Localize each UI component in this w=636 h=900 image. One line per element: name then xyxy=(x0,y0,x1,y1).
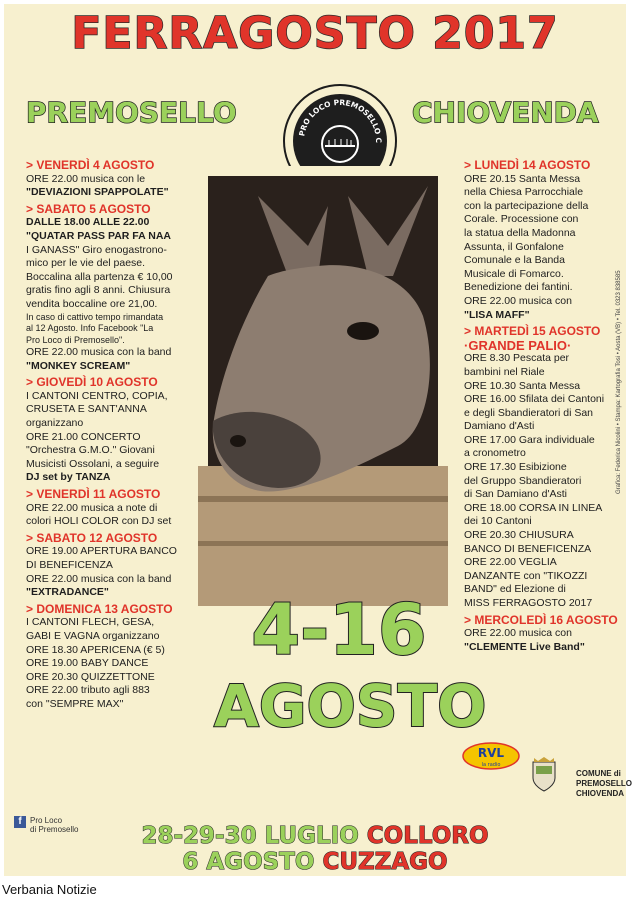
event-line: ORE 22.00 musica a note di xyxy=(26,501,158,514)
event-line: ORE 20.30 CHIUSURA xyxy=(464,529,574,542)
comune-label xyxy=(576,769,636,799)
event-line: I GANASS" Giro enogastrono- xyxy=(26,243,167,256)
event-line: I CANTONI CENTRO, COPIA, xyxy=(26,389,168,402)
day-heading: > LUNEDÌ 14 AGOSTO xyxy=(464,159,624,173)
event-line: Assunta, il Gonfalone xyxy=(464,240,564,253)
facebook-icon: f xyxy=(14,816,26,828)
day-heading: > VENERDÌ 4 AGOSTO xyxy=(26,159,204,173)
event-line: DANZANTE con "TIKOZZI xyxy=(464,569,588,582)
poster xyxy=(4,4,633,876)
event-line: ORE 22.00 tributo agli 883 xyxy=(26,684,150,697)
event-line: del Gruppo Sbandieratori xyxy=(464,474,582,487)
event-line: al 12 Agosto. Info Facebook "La xyxy=(26,323,154,334)
big-dates xyxy=(214,589,487,744)
right-schedule xyxy=(464,156,624,654)
rvl-radio-logo xyxy=(462,742,520,770)
event-line: ORE 18.30 APERICENA (€ 5) xyxy=(26,643,165,656)
footer-place-1: COLLORO xyxy=(366,823,489,849)
event-line: ORE 21.00 CONCERTO xyxy=(26,430,141,443)
event-line: BANCO DI BENEFICENZA xyxy=(464,542,592,555)
comune-line-2: PREMOSELLO xyxy=(576,779,633,788)
event-line: ORE 17.30 Esibizione xyxy=(464,461,567,474)
donkey-photo xyxy=(198,166,448,606)
event-line: ORE 22.00 musica con la band xyxy=(26,572,172,585)
comune-line-1: COMUNE di xyxy=(576,769,621,778)
event-line: GABI E VAGNA organizzano xyxy=(26,629,160,642)
event-line: Musicale di Fomarco. xyxy=(464,267,564,280)
day-heading: > SABATO 5 AGOSTO xyxy=(26,203,204,217)
event-line: ORE 19.00 BABY DANCE xyxy=(26,657,149,670)
event-line: e degli Sbandieratori di San xyxy=(464,406,594,419)
event-line: ORE 22.00 musica con le xyxy=(26,172,146,185)
footer-dates-1: 28-29-30 LUGLIO xyxy=(141,823,359,849)
event-line: dei 10 Cantoni xyxy=(464,515,532,528)
big-dates-range: 4-16 xyxy=(251,589,427,671)
event-line: con la partecipazione della xyxy=(464,199,589,212)
event-line: "LISA MAFF" xyxy=(464,308,530,321)
event-line: organizzano xyxy=(26,417,84,429)
rvl-logo-text: RVL xyxy=(477,746,505,760)
event-line: Damiano d'Asti xyxy=(464,420,535,433)
event-line: ORE 10.30 Santa Messa xyxy=(464,379,581,392)
event-line: con "SEMPRE MAX" xyxy=(26,697,124,710)
event-line: "QUATAR PASS PAR FA NAA xyxy=(26,229,171,242)
event-line: "Orchestra G.M.O." Giovani xyxy=(26,444,155,457)
event-line: ORE 19.00 APERTURA BANCO xyxy=(26,545,177,558)
event-line: ORE 17.00 Gara individuale xyxy=(464,433,595,446)
event-line: di San Damiano d'Asti xyxy=(464,488,567,501)
event-line: la statua della Madonna xyxy=(464,226,576,239)
footer-place-2: CUZZAGO xyxy=(322,849,448,875)
left-schedule xyxy=(26,156,204,711)
day-heading: > DOMENICA 13 AGOSTO xyxy=(26,603,204,617)
event-line: ORE 22.00 VEGLIA xyxy=(464,556,557,569)
event-line: vendita boccaline ore 21,00. xyxy=(26,297,158,310)
event-line: BAND" ed Elezione di xyxy=(464,583,566,596)
event-line: CRUSETA E SANT'ANNA xyxy=(26,403,147,416)
footer-dates-2: 6 AGOSTO xyxy=(182,849,315,875)
event-line: ORE 22.00 musica con xyxy=(464,627,572,640)
footer-line-2 xyxy=(4,848,626,876)
event-line: Pro Loco di Premosello". xyxy=(26,334,125,345)
comune-line-3: CHIOVENDA xyxy=(576,789,625,798)
event-line: ORE 22.00 musica con xyxy=(464,294,572,307)
event-line: a cronometro xyxy=(464,447,526,460)
event-line: Corale. Processione con xyxy=(464,213,579,226)
day-heading: > MARTEDÌ 15 AGOSTO xyxy=(464,325,624,339)
footer-line-1 xyxy=(4,822,626,850)
event-line: nella Chiesa Parrocchiale xyxy=(464,186,584,199)
event-line: DI BENEFICENZA xyxy=(26,558,113,571)
event-line: Musicisti Ossolani, a seguire xyxy=(26,457,160,470)
event-line: In caso di cattivo tempo rimandata xyxy=(26,311,164,322)
event-line: bambini nel Riale xyxy=(464,365,545,378)
event-line: "CLEMENTE Live Band" xyxy=(464,640,585,653)
event-line: MISS FERRAGOSTO 2017 xyxy=(464,597,593,609)
event-line: "DEVIAZIONI SPAPPOLATE" xyxy=(26,186,169,199)
event-line: ORE 16.00 Sfilata dei Cantoni xyxy=(464,393,605,406)
event-line: Benedizione dei fantini. xyxy=(464,281,573,294)
town-premosello: PREMOSELLO xyxy=(26,96,237,129)
event-line: ORE 8.30 Pescata per xyxy=(464,352,570,365)
source-caption: Verbania Notizie xyxy=(2,882,97,897)
event-line: Boccalina alla partenza € 10,00 xyxy=(26,270,173,283)
event-line: ORE 20.15 Santa Messa xyxy=(464,172,581,185)
event-line: ·GRANDE PALIO· xyxy=(464,337,572,353)
event-line: colori HOLI COLOR con DJ set xyxy=(26,515,172,528)
logo-ring-text: PRO LOCO PREMOSELLO C xyxy=(297,97,384,144)
event-line: I CANTONI FLECH, GESA, xyxy=(26,616,155,629)
event-line: Comunale e la Banda xyxy=(464,254,565,267)
big-dates-month: AGOSTO xyxy=(214,672,487,740)
facebook-line-1: Pro Loco xyxy=(30,816,63,825)
svg-text:PRO LOCO PREMOSELLO CHIOVENDA xyxy=(293,94,383,144)
event-line: "EXTRADANCE" xyxy=(26,586,109,599)
comune-crest-icon xyxy=(530,756,558,792)
day-heading: > SABATO 12 AGOSTO xyxy=(26,532,204,546)
town-chiovenda: CHIOVENDA xyxy=(412,96,599,129)
facebook-line-2: di Premosello xyxy=(30,825,79,834)
day-heading: > VENERDÌ 11 AGOSTO xyxy=(26,488,204,502)
rvl-logo-sub: la radio xyxy=(481,762,501,768)
event-line: gratis fino agli 8 anni. Chiusura xyxy=(26,284,171,297)
event-line: DJ set by TANZA xyxy=(26,471,111,484)
event-line: mico per le vie del paese. xyxy=(26,257,146,270)
day-heading: > GIOVEDÌ 10 AGOSTO xyxy=(26,376,204,390)
poster-title: FERRAGOSTO 2017 xyxy=(71,8,559,59)
print-credit: Grafica: Federica Nicolini • Stampa: Kartografia Tosi • Aosta (VB) • Tel. 0323 838585 xyxy=(616,270,622,494)
event-line: ORE 20.30 QUIZZETTONE xyxy=(26,670,155,683)
day-heading: > MERCOLEDÌ 16 AGOSTO xyxy=(464,614,624,628)
event-line: ORE 22.00 musica con la band xyxy=(26,346,172,359)
event-line: DALLE 18.00 ALLE 22.00 xyxy=(26,216,150,229)
event-line: "MONKEY SCREAM" xyxy=(26,359,131,372)
event-line: ORE 18.00 CORSA IN LINEA xyxy=(464,501,603,514)
